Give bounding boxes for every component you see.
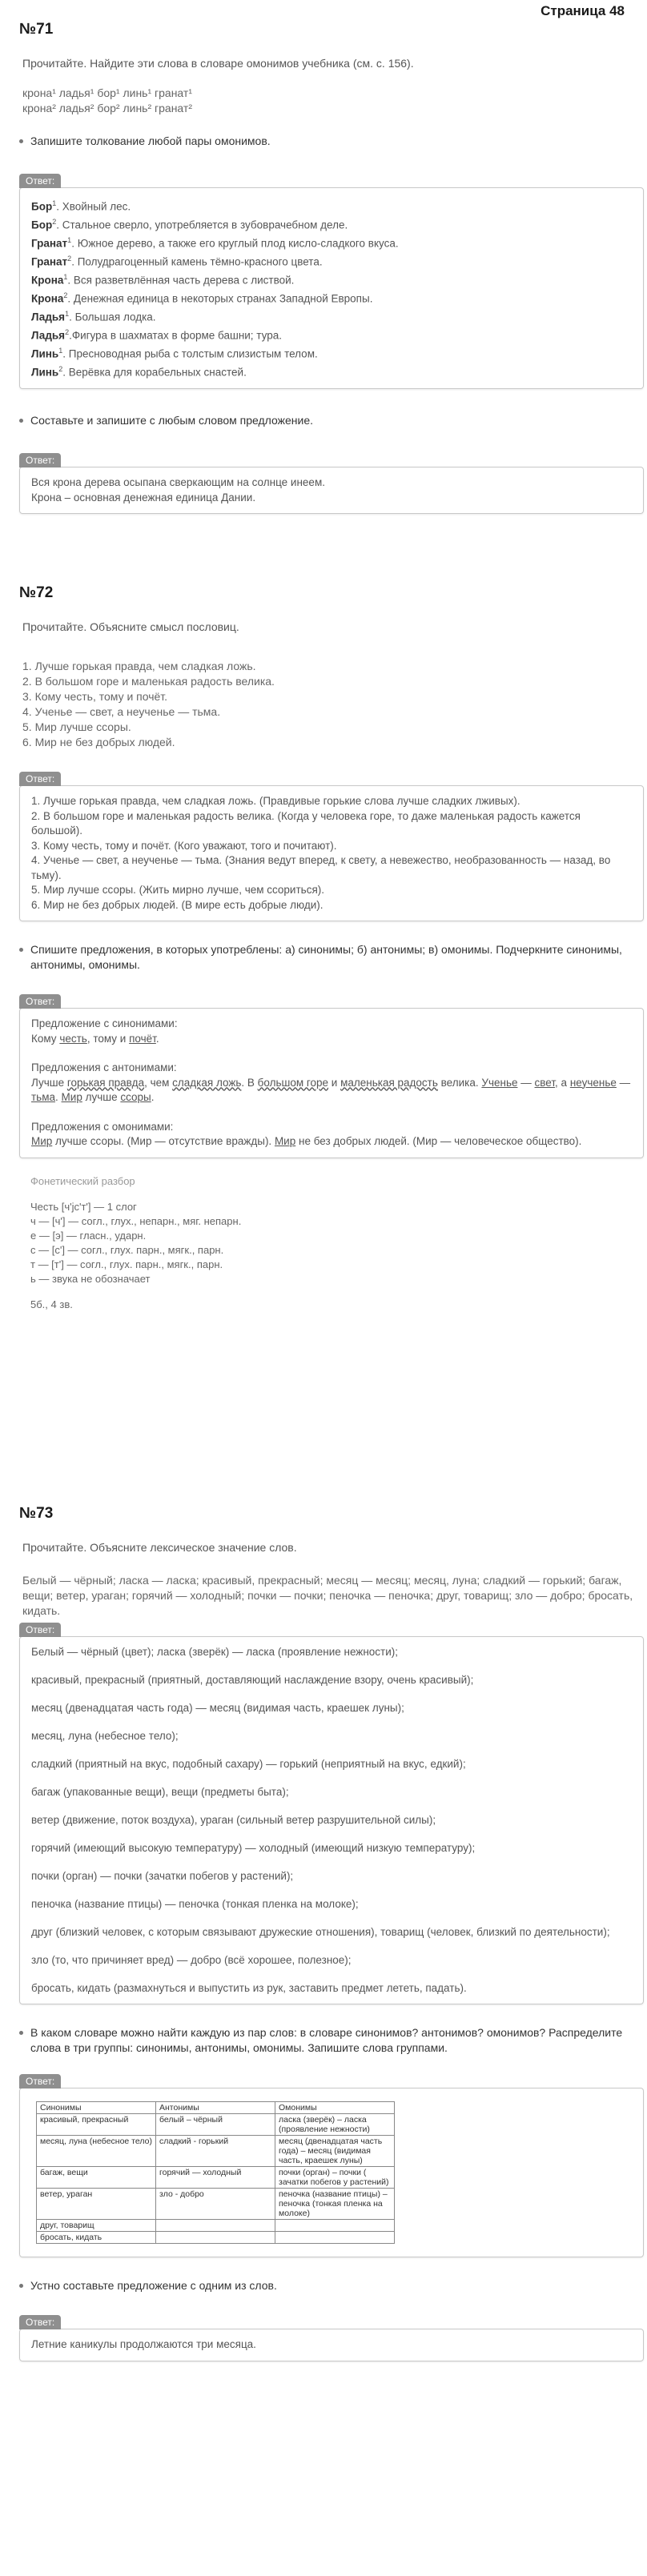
proverb-explained: 2. В большом горе и маленькая радость велика. (Когда у человека горе, то даже маленькая радость кажется большой). [31,809,581,837]
meaning-line: друг (близкий человек, с которым связывают дружеские отношения), товарищ (человек, близкий по деятельности); [31,1926,610,1938]
exercise-73-wordlist: Белый — чёрный; ласка — ласка; красивый, прекрасный; месяц — месяц; месяц, луна; сладкий — горький; багаж, вещи; ветер, ураган; горячий — холодный; почки — почки; пеночка — пеночка; друг, товарищ; зло — добро; бросать, кидать. [22,1574,633,1617]
exercise-73-answer-3 [19,2314,644,2361]
table-cell: сладкий - горький [156,2136,275,2167]
phonetic-line: Честь [ч'јс'т'] — 1 слог [30,1200,137,1213]
antonyms-sentence: Лучше горькая правда, чем сладкая ложь. В большом горе и маленькая радость велика. Ученье — свет, а неученье — тьма. Мир лучше ссоры. [31,1076,631,1103]
answer-line: Крона – основная денежная единица Дании. [31,491,256,504]
phonetic-line: ь — звука не обозначает [30,1272,151,1285]
antonyms-heading: Предложения с антонимами: [31,1061,177,1073]
table-row [37,2136,395,2167]
definition-row [31,325,632,343]
proverb-explained: 5. Мир лучше ссоры. (Жить мирно лучше, чем ссориться). [31,884,324,896]
underlined-antonym: свет [534,1076,556,1089]
definition-number: 1 [65,310,70,318]
definition-row [31,251,632,270]
exercise-71-words-line-2: крона² ладья² бор² линь² гранат² [22,102,192,114]
definition-text: . Вся разветвлённая часть дерева с листвой. [67,274,295,287]
answer-box [19,467,644,514]
exercise-73 [19,1505,644,2361]
homonyms-heading: Предложения с омонимами: [31,1120,174,1133]
table-cell: месяц, луна (небесное тело) [37,2136,156,2167]
proverb-explained: 1. Лучше горькая правда, чем сладкая ложь. (Правдивые горькие слова лучше сладких лживых). [31,795,520,807]
table-cell: пеночка (название птицы) – пеночка (тонкая пленка на молоке) [275,2189,395,2220]
definition-word: Линь [31,366,59,379]
homonyms-sentence: Мир лучше ссоры. (Мир — отсутствие вражды). Мир не без добрых людей. (Мир — человеческое общество). [31,1135,582,1147]
exercise-73-answer-1 [19,1622,644,2004]
definition-number: 1 [63,273,68,281]
meaning-line: багаж (упакованные вещи), вещи (предметы быта); [31,1786,289,1798]
meaning-line: бросать, кидать (размахнуться и выпустить из рук, заставить предмет лететь, падать). [31,1982,467,1994]
synonyms-heading: Предложение с синонимами: [31,1017,178,1029]
table-row [37,2114,395,2136]
definition-number: 1 [67,236,72,244]
proverb-item: 4. Ученье — свет, а неученье — тьма. [22,705,221,718]
exercise-73-title: №73 [19,1505,54,1522]
definition-number: 2 [58,365,63,373]
definition-number: 2 [67,255,72,263]
table-cell: почки (орган) – почки ( зачатки побегов у растений) [275,2167,395,2189]
definition-word: Крона [31,274,64,287]
proverbs-list [19,659,644,750]
answer-label: Ответ: [19,2315,61,2329]
proverb-item: 3. Кому честь, тому и почёт. [22,690,168,703]
underlined-antonym: сладкая ложь [172,1076,242,1089]
exercise-73-intro: Прочитайте. Объясните лексическое значение слов. [22,1541,297,1554]
meaning-line: месяц (двенадцатая часть года) — месяц (видимая часть, краешек луны); [31,1702,404,1714]
phonetic-summary: 5б., 4 зв. [30,1298,73,1310]
table-cell: белый – чёрный [156,2114,275,2136]
table-row [37,2220,395,2232]
exercise-71-answer-2 [19,452,644,514]
definition-row [31,196,632,215]
exercise-71 [19,21,644,514]
exercise-71-words-line-1: крона¹ ладья¹ бор¹ линь¹ гранат¹ [22,86,192,99]
exercise-72-answer-2 [19,993,644,1158]
underlined-antonym: ссоры [120,1091,151,1103]
answer-box [19,785,644,921]
meaning-line: Белый — чёрный (цвет); ласка (зверёк) — ласка (проявление нежности); [31,1646,399,1658]
exercise-71-answer-1 [19,173,644,389]
table-row [37,2189,395,2220]
table-cell: месяц (двенадцатая часть года) – месяц (видимая часть, краешек луны) [275,2136,395,2167]
proverb-item: 6. Мир не без добрых людей. [22,736,175,748]
synonyms-sentence: Кому честь, тому и почёт. [31,1032,159,1045]
definition-word: Ладья [31,329,66,342]
table-header-row [37,2102,395,2114]
underlined-homonym: Мир [274,1135,296,1147]
definition-text: . Южное дерево, а также его круглый плод кисло-сладкого вкуса. [71,237,399,250]
definition-text: . Пресноводная рыба с толстым слизистым телом. [62,347,318,360]
proverb-item: 2. В большом горе и маленькая радость велика. [22,675,275,688]
table-cell: бросать, кидать [37,2232,156,2244]
meaning-line: красивый, прекрасный (приятный, доставляющий наслаждение взору, очень красивый); [31,1674,474,1686]
exercise-71-intro: Прочитайте. Найдите эти слова в словаре омонимов учебника (см. с. 156). [22,57,414,70]
answer-label: Ответ: [19,453,61,467]
answer-box: Летние каникулы продолжаются три месяца. [19,2329,644,2361]
definition-number: 1 [58,347,63,355]
underlined-antonym: маленькая радость [340,1076,438,1089]
page-number: Страница 48 [541,3,625,18]
answer-line: Вся крона дерева осыпана сверкающим на солнце инеем. [31,476,325,488]
table-header: Антонимы [156,2102,275,2114]
exercise-71-task-1: Запишите толкование любой пары омонимов. [19,134,644,149]
definition-word: Линь [31,347,59,360]
phonetic-line: с — [с'] — согл., глух. парн., мягк., парн. [30,1243,224,1256]
proverb-explained: 6. Мир не без добрых людей. (В мире есть добрые люди). [31,898,324,911]
exercise-72-title: №72 [19,584,54,601]
table-cell: горячий — холодный [156,2167,275,2189]
meaning-line: сладкий (приятный на вкус, подобный сахару) — горький (неприятный на вкус, едкий); [31,1758,466,1770]
underlined-antonym: Мир [61,1091,82,1103]
underlined-antonym: большом горе [257,1076,329,1089]
underlined-synonym: честь [59,1032,87,1045]
definition-row [31,307,632,325]
exercise-72-answer-1 [19,771,644,921]
definition-number: 1 [52,199,57,207]
word-groups-table [36,2101,395,2244]
definition-row [31,288,632,307]
meaning-line: горячий (имеющий высокую температуру) — холодный (имеющий низкую температуру); [31,1842,476,1854]
definition-number: 2 [63,291,68,299]
exercise-73-task-2: В каком словаре можно найти каждую из пар слов: в словаре синонимов? антонимов? омонимов? Распределите слова в три группы: синонимы, антонимы, омонимы. Запишите слова группами. [19,2025,644,2056]
table-cell: ветер, ураган [37,2189,156,2220]
proverb-item: 5. Мир лучше ссоры. [22,720,131,733]
table-header: Омонимы [275,2102,395,2114]
table-header: Синонимы [37,2102,156,2114]
definition-word: Ладья [31,311,66,323]
answer-label: Ответ: [19,174,61,188]
definition-row [31,215,632,233]
definition-text: . Большая лодка. [69,311,156,323]
definition-word: Бор [31,219,53,231]
table-cell: друг, товарищ [37,2220,156,2232]
exercise-71-title: №71 [19,21,54,38]
exercise-72-task-2: Спишите предложения, в которых употреблены: а) синонимы; б) антонимы; в) омонимы. Подчеркните синонимы, антонимы, омонимы. [19,942,644,973]
underlined-synonym: почёт [129,1032,156,1045]
underlined-antonym: Ученье [481,1076,518,1089]
phonetic-lines [30,1200,633,1286]
exercise-72-intro: Прочитайте. Объясните смысл пословиц. [22,620,239,633]
meaning-line: месяц, луна (небесное тело); [31,1730,179,1742]
definition-text: . Полудрагоценный камень тёмно-красного цвета. [71,255,323,268]
answer-label: Ответ: [19,994,61,1009]
definition-row [31,343,632,362]
exercise-73-answer-2 [19,2073,644,2257]
answer-label: Ответ: [19,2074,61,2088]
exercise-73-task-3: Устно составьте предложение с одним из слов. [19,2278,644,2293]
definition-number: 2 [52,218,57,226]
table-row [37,2167,395,2189]
definition-text: .Фигура в шахматах в форме башни; тура. [69,329,283,342]
table-cell [156,2232,275,2244]
definition-row [31,270,632,288]
proverb-explained: 3. Кому честь, тому и почёт. (Кого уважают, того и почитают). [31,839,337,852]
definition-text: . Хвойный лес. [56,200,131,213]
definition-word: Гранат [31,237,68,250]
answer-label: Ответ: [19,772,61,786]
definition-number: 2 [65,328,70,336]
phonetic-line: ч — [ч'] — согл., глух., непарн., мяг. непарн. [30,1214,242,1227]
proverb-explained: 4. Ученье — свет, а неученье — тьма. (Знания ведут вперед, к свету, а невежество, необразованность — назад, во тьму). [31,854,611,881]
proverb-item: 1. Лучше горькая правда, чем сладкая ложь. [22,660,256,672]
underlined-antonym: неученье [569,1076,617,1089]
answer-label: Ответ: [19,1623,61,1637]
exercise-71-task-2: Составьте и запишите с любым словом предложение. [19,413,644,428]
table-cell: багаж, вещи [37,2167,156,2189]
phonetic-title: Фонетический разбор [30,1174,135,1187]
table-cell [275,2220,395,2232]
exercise-72 [19,584,644,1317]
definition-word: Бор [31,200,53,213]
definition-word: Гранат [31,255,68,268]
definition-word: Крона [31,292,64,305]
answer-box [19,1636,644,2004]
table-cell: зло - добро [156,2189,275,2220]
phonetic-line: т — [т'] — согл., глух. парн., мягк., парн. [30,1258,223,1270]
answer-box [19,187,644,389]
table-cell: красивый, прекрасный [37,2114,156,2136]
meaning-line: ветер (движение, поток воздуха), ураган (сильный ветер разрушительной силы); [31,1814,436,1826]
answer-box [19,1008,644,1158]
meaning-line: почки (орган) — почки (зачатки побегов у растений); [31,1870,294,1882]
underlined-antonym: тьма [31,1091,56,1103]
meaning-line: зло (то, что причиняет вред) — добро (всё хорошее, полезное); [31,1954,352,1966]
underlined-homonym: Мир [31,1135,53,1147]
definition-row [31,362,632,380]
table-cell [275,2232,395,2244]
definition-text: . Денежная единица в некоторых странах Западной Европы. [67,292,373,305]
table-row [37,2232,395,2244]
phonetic-line: е — [э] — гласн., ударн. [30,1229,147,1242]
definition-text: . Стальное сверло, употребляется в зубоврачебном деле. [56,219,348,231]
definition-text: . Верёвка для корабельных снастей. [62,366,247,379]
answer-box [19,2088,644,2257]
table-cell [156,2220,275,2232]
phonetic-analysis [19,1170,644,1317]
meaning-line: пеночка (название птицы) — пеночка (тонкая пленка на молоке); [31,1898,359,1910]
table-cell: ласка (зверёк) – ласка (проявление нежности) [275,2114,395,2136]
underlined-antonym: горькая правда [66,1076,145,1089]
definition-row [31,233,632,251]
